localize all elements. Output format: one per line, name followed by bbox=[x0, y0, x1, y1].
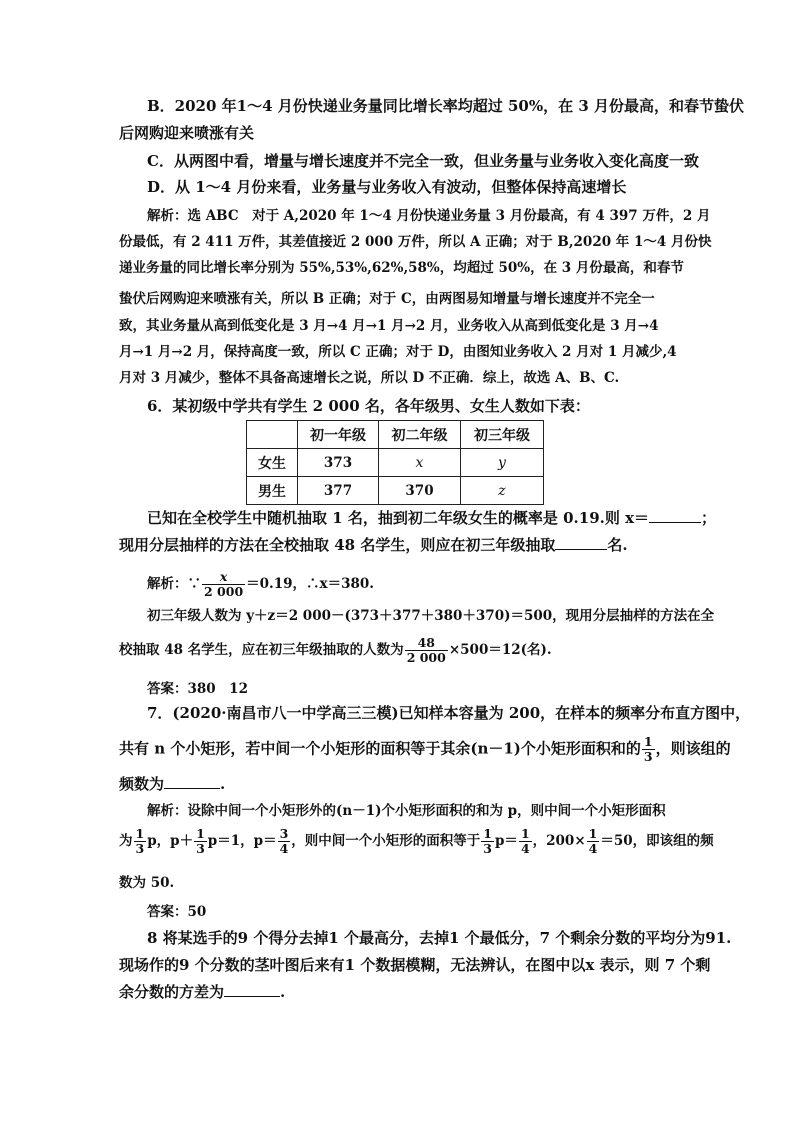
table-row bbox=[247, 477, 544, 505]
q8-text: . bbox=[280, 983, 286, 1001]
solution-text: ＝0.19，∴x＝380. bbox=[246, 576, 374, 592]
analysis-line: 月对 3 月减少，整体不具备高速增长之说，所以 D 不正确．综上，故选 A、B、C. bbox=[119, 370, 620, 386]
table-header: 初三年级 bbox=[461, 421, 544, 449]
q8-line3 bbox=[119, 982, 285, 1002]
answer-blank bbox=[164, 774, 220, 789]
option-b-line2: 后网购迎来喷涨有关 bbox=[119, 124, 255, 142]
fraction-numerator: 1 bbox=[643, 734, 653, 749]
solution-text: 校抽取 48 名学生，应在初三年级抽取的人数为 bbox=[119, 642, 404, 658]
table-cell: 377 bbox=[298, 477, 379, 505]
fraction-numerator: 1 bbox=[520, 826, 530, 841]
analysis-line: 份最低，有 2 411 万件，其差值接近 2 000 万件，所以 A 正确；对于 B,2020 年 1～4 月份快 bbox=[119, 234, 712, 250]
table-header: 初二年级 bbox=[379, 421, 461, 449]
fraction bbox=[194, 827, 207, 856]
table-row bbox=[247, 449, 544, 477]
q7-solution-line2 bbox=[119, 827, 714, 856]
grade-table bbox=[246, 420, 544, 505]
analysis-line: 解析：选 ABC 对于 A,2020 年 1～4 月份快递业务量 3 月份最高，有 4 397 万件，2 月 bbox=[147, 208, 711, 224]
solution-text: p＝ bbox=[494, 833, 518, 849]
table-cell: y bbox=[461, 449, 544, 477]
fraction-numerator: 1 bbox=[588, 826, 598, 841]
fraction-numerator: 1 bbox=[135, 826, 145, 841]
row-label: 男生 bbox=[247, 477, 298, 505]
q7-solution-line1: 解析：设除中间一个小矩形外的(n－1)个小矩形面积的和为 p，则中间一个小矩形面积 bbox=[147, 803, 666, 819]
q7-text: . bbox=[220, 775, 226, 793]
q6-text: 已知在全校学生中随机抽取 1 名，抽到初二年级女生的概率是 0.19.则 x＝ bbox=[147, 509, 650, 527]
q6-text: 名. bbox=[607, 536, 628, 554]
q7-line3 bbox=[119, 774, 225, 794]
fraction-numerator: 48 bbox=[405, 636, 448, 651]
fraction bbox=[519, 827, 532, 856]
analysis-line: 递业务量的同比增长率分别为 55%,53%,62%,58%，均超过 50%，在 3 月份最高，和春节 bbox=[119, 260, 684, 276]
answer-blank bbox=[224, 982, 280, 997]
fraction-numerator: 1 bbox=[196, 826, 205, 841]
table-cell: z bbox=[461, 477, 544, 505]
fraction-denominator: 4 bbox=[588, 841, 598, 856]
table-cell: 370 bbox=[379, 477, 461, 505]
table-cell: 373 bbox=[298, 449, 379, 477]
table-cell: x bbox=[379, 449, 461, 477]
q7-line2 bbox=[119, 735, 731, 764]
fraction-numerator: 3 bbox=[279, 826, 289, 841]
solution-label: 解析：∵ bbox=[147, 576, 201, 592]
row-label: 女生 bbox=[247, 449, 298, 477]
q6-answer: 答案：380 12 bbox=[147, 681, 248, 697]
option-d: D．从 1～4 月份来看，业务量与业务收入有波动，但整体保持高速增长 bbox=[147, 178, 627, 196]
q8-text: 余分数的方差为 bbox=[119, 983, 225, 1001]
fraction-denominator: 3 bbox=[643, 749, 653, 764]
fraction bbox=[642, 735, 655, 764]
fraction bbox=[202, 570, 245, 599]
solution-text: ＝50，即该组的频 bbox=[600, 833, 714, 849]
answer-blank bbox=[649, 508, 701, 523]
solution-text: p，p＋ bbox=[147, 833, 194, 849]
fraction-numerator: x bbox=[202, 570, 245, 585]
q6-question-line2 bbox=[119, 535, 628, 555]
solution-text: ，则中间一个小矩形的面积等于 bbox=[291, 833, 481, 849]
table-header: 初一年级 bbox=[298, 421, 379, 449]
q6-solution-line1 bbox=[147, 570, 374, 599]
q7-line1: 7．(2020·南昌市八一中学高三三模)已知样本容量为 200，在样本的频率分布直方图中， bbox=[147, 704, 751, 722]
analysis-line: 月→1 月→2 月，保持高度一致，所以 C 正确；对于 D，由图知业务收入 2 月对 1 月减少,4 bbox=[119, 344, 677, 360]
fraction-denominator: 2 000 bbox=[204, 584, 244, 599]
fraction-denominator: 4 bbox=[279, 841, 289, 856]
q7-answer: 答案：50 bbox=[147, 904, 207, 920]
solution-text: p＝1，p＝ bbox=[207, 833, 277, 849]
fraction-denominator: 4 bbox=[520, 841, 530, 856]
q6-solution-line3 bbox=[119, 636, 552, 665]
q7-text: 频数为 bbox=[119, 775, 165, 793]
q8-line1: 8 将某选手的9 个得分去掉1 个最高分，去掉1 个最低分，7 个剩余分数的平均分为91. bbox=[147, 929, 732, 947]
fraction-denominator: 3 bbox=[135, 841, 145, 856]
fraction bbox=[481, 827, 494, 856]
table-header-row bbox=[247, 421, 544, 449]
option-b-line1: B．2020 年1～4 月份快递业务量同比增长率均超过 50%，在 3 月份最高，和春节蛰伏 bbox=[147, 97, 744, 115]
fraction bbox=[405, 636, 448, 665]
q6-question-line1 bbox=[147, 508, 716, 528]
q7-solution-line3: 数为 50. bbox=[119, 875, 175, 891]
q7-text: ，则该组的 bbox=[655, 739, 731, 758]
analysis-line: 致，其业务量从高到低变化是 3 月→4 月→1 月→2 月，业务收入从高到低变化是 3 月→4 bbox=[119, 318, 659, 334]
q6-text: ； bbox=[701, 509, 717, 527]
q6-text: 现用分层抽样的方法在全校抽取 48 名学生，则应在初三年级抽取 bbox=[119, 536, 556, 554]
fraction-denominator: 2 000 bbox=[406, 650, 446, 665]
q7-text: 共有 n 个小矩形，若中间一个小矩形的面积等于其余(n－1)个小矩形面积和的 bbox=[119, 739, 641, 758]
solution-text: ，200× bbox=[532, 833, 586, 849]
solution-text: ×500＝12(名). bbox=[448, 642, 552, 658]
fraction-denominator: 3 bbox=[196, 841, 205, 856]
fraction-denominator: 3 bbox=[483, 841, 492, 856]
table-cell bbox=[247, 421, 298, 449]
option-c: C．从两图中看，增量与增长速度并不完全一致，但业务量与业务收入变化高度一致 bbox=[147, 152, 699, 170]
q6-solution-line2: 初三年级人数为 y＋z＝2 000－(373＋377＋380＋370)＝500，现用分层抽样的方法在全 bbox=[147, 608, 715, 624]
fraction bbox=[587, 827, 600, 856]
analysis-line: 蛰伏后网购迎来喷涨有关，所以 B 正确；对于 C，由两图易知增量与增长速度并不完全一 bbox=[119, 291, 655, 307]
q8-line2: 现场作的9 个分数的茎叶图后来有1 个数据模糊，无法辨认，在图中以x 表示，则 7 个剩 bbox=[119, 956, 711, 974]
answer-blank bbox=[555, 535, 607, 550]
solution-text: 为 bbox=[119, 833, 133, 849]
q6-stem: 6．某初级中学共有学生 2 000 名，各年级男、女生人数如下表： bbox=[147, 397, 590, 415]
fraction bbox=[278, 827, 291, 856]
fraction-numerator: 1 bbox=[483, 826, 492, 841]
fraction bbox=[134, 827, 147, 856]
